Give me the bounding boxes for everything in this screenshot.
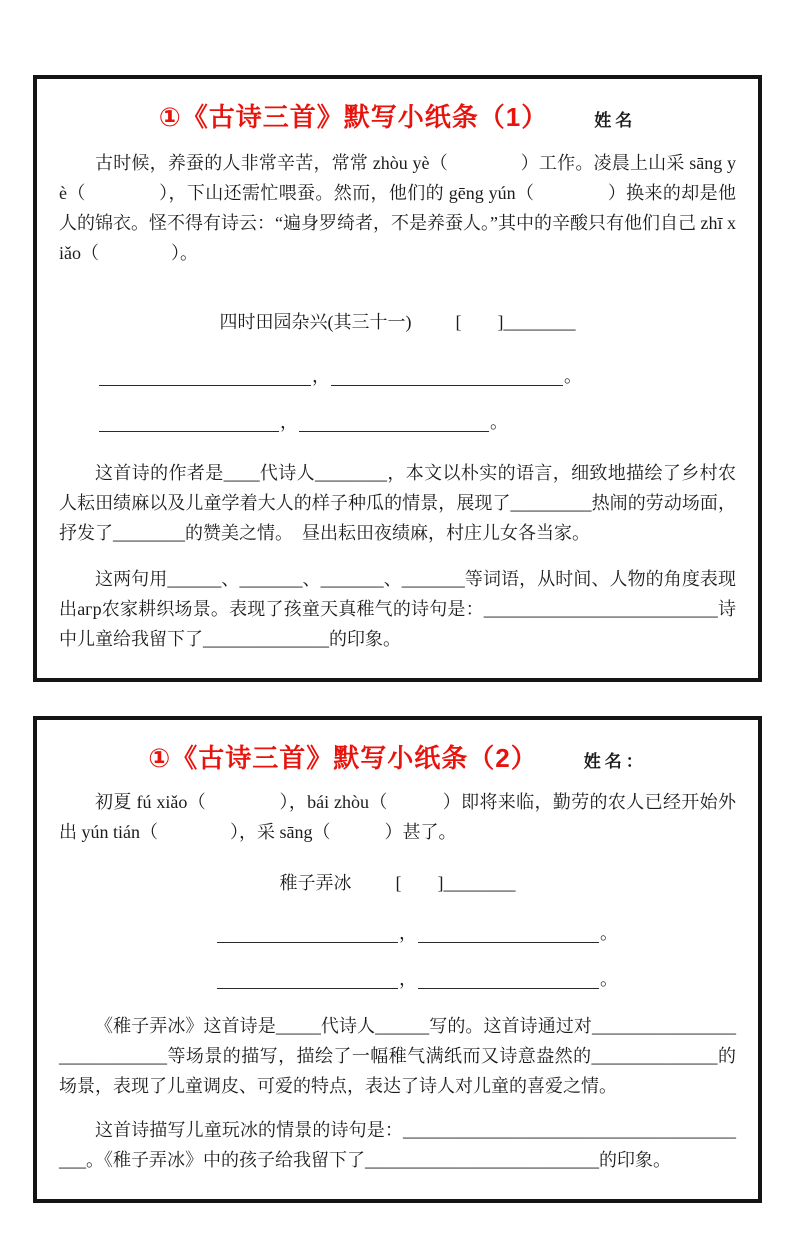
comma: ， — [312, 366, 330, 386]
answer-blank — [99, 369, 311, 386]
poem-author-blank-2: ________ — [443, 873, 516, 893]
period: 。 — [564, 366, 582, 386]
comma: ， — [399, 923, 417, 943]
poem-title-2: 稚子弄冰 — [279, 873, 352, 893]
poem-author-bracket-2: [ ] — [395, 873, 444, 893]
name-label-2: 姓名： — [583, 752, 647, 771]
title-row-1 — [59, 97, 736, 134]
poem-blank-row — [59, 969, 736, 989]
comma: ， — [399, 969, 417, 989]
poem-blank-row — [59, 412, 736, 432]
poem-title-row-2 — [59, 869, 736, 895]
poem-author-blank-1: ________ — [503, 312, 576, 332]
intro-paragraph-1: 古时候，养蚕的人非常辛苦，常常 zhòu yè（ ）工作。凌晨上山采 sāng yè（ ），下山还需忙喂蚕。然而，他们的 gēng yún（ ）换来的却是他人的锦衣。怪不得有诗云：“遍身罗绮者，不是养蚕人。”其中的辛酸只有他们自己 zhī xiǎo（ ）。 — [59, 153, 736, 263]
question-paragraph: 这首诗描写儿童玩冰的情景的诗句是：________________________________________。《稚子弄冰》中的孩子给我留下了__________________________的印象。 — [59, 1120, 736, 1170]
poem-title-row-1 — [59, 308, 736, 334]
worksheet-box-1 — [33, 75, 762, 682]
poem-blank-row — [59, 366, 736, 386]
period: 。 — [490, 412, 508, 432]
worksheet-box-2 — [33, 716, 762, 1203]
comma: ， — [280, 412, 298, 432]
question-paragraph: 《稚子弄冰》这首诗是_____代诗人______写的。这首诗通过对____________________________等场景的描写，描绘了一幅稚气满纸而又诗意盎然的______________的场景，表现了儿童调皮、可爱的特点，表达了诗人对儿童的喜爱之情。 — [59, 1016, 736, 1096]
period: 。 — [600, 969, 618, 989]
answer-blank — [418, 926, 599, 943]
worksheet-title-2: ①《古诗三首》默写小纸条（2） — [148, 743, 538, 773]
answer-blank — [217, 972, 398, 989]
poem-title-1: 四时田园杂兴(其三十一) — [219, 312, 412, 332]
answer-blank — [99, 415, 279, 432]
worksheet-title-1: ①《古诗三首》默写小纸条（1） — [158, 102, 549, 132]
name-label-1: 姓名 — [594, 111, 637, 130]
poem-author-bracket-1: [ ] — [455, 312, 504, 332]
answer-blank — [418, 972, 599, 989]
question-paragraph: 这两句用______、_______、_______、_______等词语，从时间、人物的角度表现出агр农家耕织场景。表现了孩童天真稚气的诗句是：__________________________诗中儿童给我留下了______________的印象。 — [59, 569, 736, 649]
question-paragraph: 这首诗的作者是____代诗人________，本文以朴实的语言，细致地描绘了乡村农人耘田绩麻以及儿童学着大人的样子种瓜的情景，展现了_________热闹的劳动场面，抒发了________的赞美之情。 昼出耘田夜绩麻，村庄儿女各当家。 — [59, 463, 736, 543]
answer-blank — [217, 926, 398, 943]
poem-blank-row — [59, 923, 736, 943]
answer-blank — [331, 369, 563, 386]
period: 。 — [600, 923, 618, 943]
intro-paragraph-2: 初夏 fú xiǎo（ ），bái zhòu（ ）即将来临，勤劳的农人已经开始外出 yún tián（ ），采 sāng（ ）甚了。 — [59, 792, 736, 842]
answer-blank — [299, 415, 489, 432]
title-row-2 — [59, 738, 736, 775]
